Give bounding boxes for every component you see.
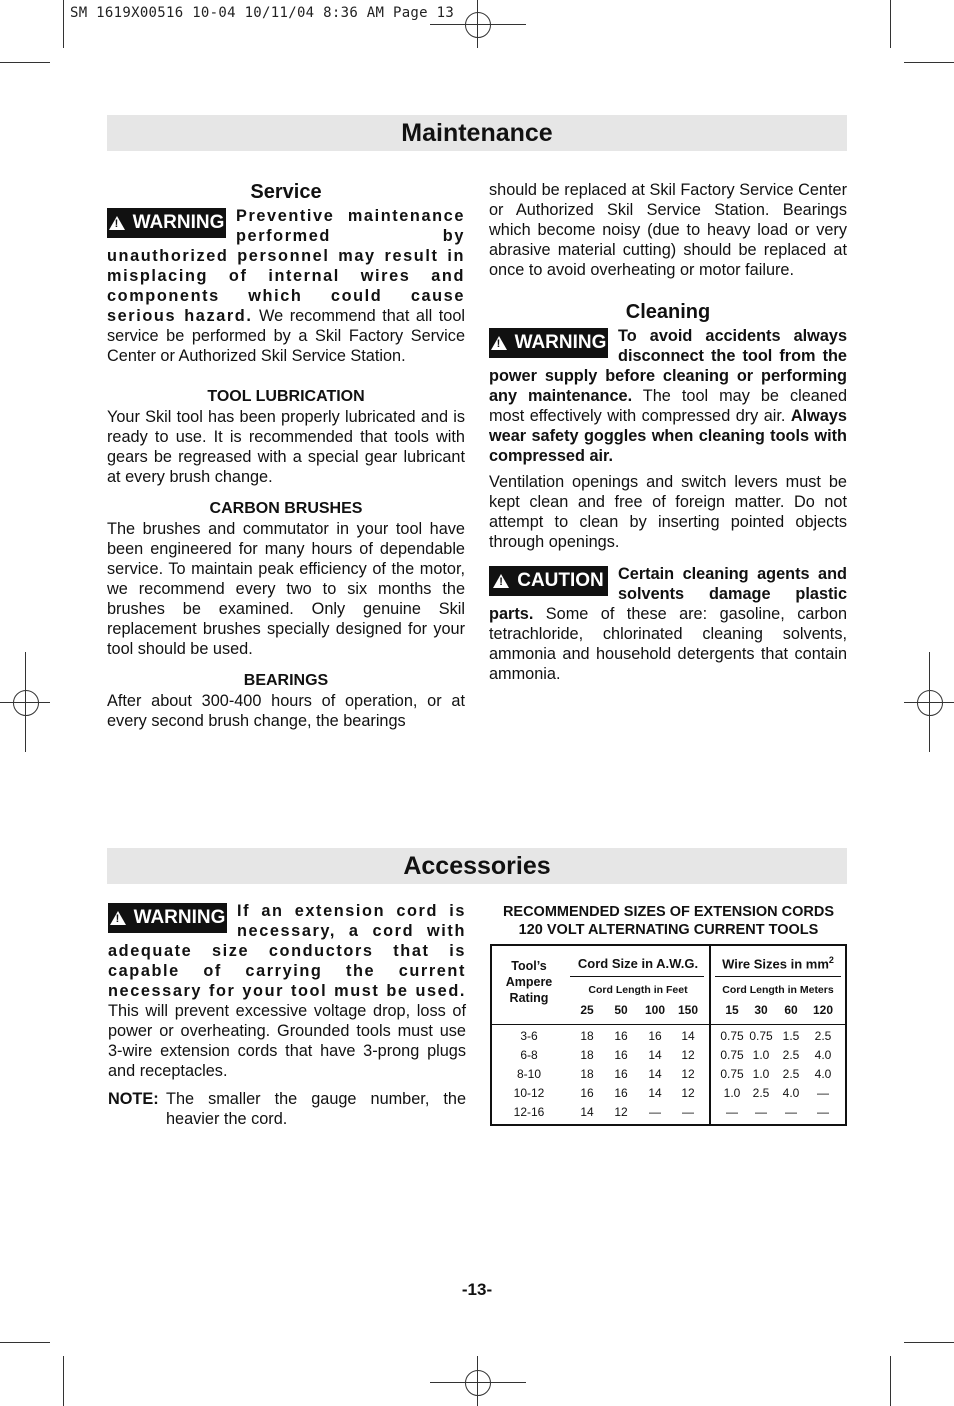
mm-header-sup: 2 — [828, 955, 834, 965]
awg-cell: 14 — [648, 1086, 662, 1100]
cleaning-warning-text: To avoid accidents always disconnect the tool from the power supply before cleaning or performing any maintenance. — [489, 327, 847, 405]
caution-paragraph — [489, 564, 847, 684]
mm-cell: 0.75 — [720, 1029, 744, 1043]
accessories-title: Accessories — [403, 852, 551, 880]
mm-cell: — — [817, 1105, 829, 1119]
mm-header — [711, 955, 845, 971]
page-number: -13- — [461, 1280, 493, 1299]
mm-cell: 2.5 — [782, 1048, 800, 1062]
feet-header-cell: 50 — [614, 1003, 628, 1017]
caution-badge — [489, 566, 608, 596]
mm-cell: — — [755, 1105, 767, 1119]
awg-header: Cord Size in A.W.G. — [577, 956, 699, 971]
accessories-warning-badge — [108, 903, 227, 933]
maintenance-right-column — [489, 180, 847, 684]
awg-cell: 18 — [580, 1029, 594, 1043]
awg-cell: 16 — [614, 1067, 628, 1081]
note-label: NOTE: — [108, 1090, 159, 1108]
warning-triangle-icon: ! — [110, 911, 126, 925]
awg-cell: 14 — [580, 1105, 594, 1119]
mm-cell: 1.0 — [723, 1086, 741, 1100]
brushes-text: The brushes and commutator in your tool have been engineered for many hours of dependable service. To maintain peak efficiency of the motor, we recommend every two to six months the brushes be examined. Only genuine Skil replacement brushes specially designed for your tool should be used. — [107, 520, 465, 658]
ampere-rating-cell: 8-10 — [516, 1067, 542, 1081]
bearings-text-continued: should be replaced at Skil Factory Service Center or Authorized Skil Service Station. Bearings which become noisy (due to heavy load or very abrasive material cutting) should be replaced at once to avoid overheating or motor failure. — [489, 181, 847, 279]
awg-cell: 16 — [580, 1086, 594, 1100]
maintenance-title: Maintenance — [401, 119, 553, 147]
meters-header-cell: 15 — [725, 1003, 739, 1017]
mm-cell: 0.75 — [749, 1029, 773, 1043]
ampere-rating-cell: 6-8 — [520, 1048, 538, 1062]
table-title-line1: RECOMMENDED SIZES OF EXTENSION CORDS — [502, 904, 835, 920]
cleaning-warning-badge — [489, 328, 608, 358]
service-paragraph — [107, 206, 465, 366]
mm-cell: 0.75 — [720, 1048, 744, 1062]
ampere-rating-cell: 3-6 — [520, 1029, 538, 1043]
warning-triangle-icon: ! — [493, 574, 509, 588]
bearings-heading: BEARINGS — [243, 672, 329, 689]
mm-cell: — — [817, 1086, 829, 1100]
mm-cell: 2.5 — [782, 1067, 800, 1081]
ampere-rating-cell: 10-12 — [513, 1086, 545, 1100]
awg-cell: 14 — [648, 1067, 662, 1081]
mm-cell: 4.0 — [782, 1086, 800, 1100]
awg-cell: 18 — [580, 1048, 594, 1062]
extension-cord-table — [490, 944, 847, 1126]
feet-header-cell: 100 — [644, 1003, 666, 1017]
awg-cell: — — [682, 1105, 694, 1119]
awg-cell: 12 — [681, 1048, 695, 1062]
meters-header-cell: 30 — [754, 1003, 768, 1017]
awg-cell: 14 — [681, 1029, 695, 1043]
printer-slug: SM 1619X00516 10-04 10/11/04 8:36 AM Page 13 — [70, 5, 455, 21]
lubrication-text: Your Skil tool has been properly lubricated and is ready to use. It is recommended that tools with gears be regreased with a special gear lubricant at every brush change. — [107, 408, 465, 486]
awg-cell: 16 — [648, 1029, 662, 1043]
awg-cell: 16 — [614, 1086, 628, 1100]
lubrication-heading: TOOL LUBRICATION — [207, 388, 365, 405]
accessories-banner — [107, 848, 847, 884]
caution-warning-text: Certain cleaning agents and solvents damage plastic parts. — [489, 565, 847, 623]
maintenance-left-column — [107, 180, 465, 731]
accessories-left-column — [108, 901, 466, 1129]
service-warning-badge — [107, 208, 226, 238]
caution-label: CAUTION — [517, 570, 604, 591]
mm-cell: 4.0 — [814, 1048, 832, 1062]
mm-cell: — — [785, 1105, 797, 1119]
meters-subheader: Cord Length in Meters — [722, 984, 834, 996]
cleaning-paragraph — [489, 326, 847, 466]
awg-cell: 12 — [681, 1067, 695, 1081]
extension-cord-paragraph — [108, 901, 466, 1081]
service-text: We recommend that all tool service be performed by a Skil Factory Service Center or Authorized Skil Service Station. — [107, 307, 465, 365]
caution-text: Some of these are: gasoline, carbon tetrachloride, chlorinated cleaning solvents, ammonia and household detergents that contain ammonia. — [489, 605, 847, 683]
feet-header-cell: 150 — [677, 1003, 699, 1017]
awg-cell: 14 — [648, 1048, 662, 1062]
brushes-heading: CARBON BRUSHES — [209, 500, 363, 517]
ampere-rating-header: Tool’s Ampere Rating — [505, 959, 553, 1005]
ventilation-text: Ventilation openings and switch levers must be kept clean and free of foreign matter. Do not attempt to clean by inserting pointed objects through openings. — [489, 473, 847, 551]
feet-subheader: Cord Length in Feet — [588, 984, 688, 996]
mm-header-text: Wire Sizes in mm — [722, 956, 829, 972]
table-title-line2: 120 VOLT ALTERNATING CURRENT TOOLS — [518, 922, 819, 938]
maintenance-banner — [107, 115, 847, 151]
mm-cell: 1.0 — [752, 1048, 770, 1062]
mm-cell: 4.0 — [814, 1067, 832, 1081]
warning-label: WARNING — [514, 332, 607, 353]
feet-header-cell: 25 — [580, 1003, 594, 1017]
awg-cell: — — [649, 1105, 661, 1119]
service-heading: Service — [250, 181, 322, 203]
ampere-rating-cell: 12-16 — [513, 1105, 545, 1119]
extension-cord-warning-text: If an extension cord is necessary, a cord with adequate size conductors that is capable of carrying the current necessary for your tool must be used. — [108, 902, 466, 1000]
meters-header-cell: 120 — [812, 1003, 834, 1017]
note — [108, 1089, 466, 1129]
meters-header-cell: 60 — [784, 1003, 798, 1017]
cleaning-text: The tool may be cleaned most effectively with compressed dry air. — [489, 387, 847, 425]
mm-cell: — — [726, 1105, 738, 1119]
cleaning-heading: Cleaning — [625, 301, 711, 323]
warning-triangle-icon: ! — [109, 216, 125, 230]
mm-cell: 1.5 — [782, 1029, 800, 1043]
mm-cell: 1.0 — [752, 1067, 770, 1081]
extension-cord-text: This will prevent excessive voltage drop, loss of power or overheating. Grounded tools must use 3-wire extension cords that have 3-prong plugs and receptacles. — [108, 1002, 466, 1080]
note-text: The smaller the gauge number, the heavier the cord. — [166, 1090, 466, 1128]
warning-label: WARNING — [133, 907, 226, 928]
awg-cell: 16 — [614, 1048, 628, 1062]
awg-cell: 12 — [681, 1086, 695, 1100]
warning-triangle-icon: ! — [491, 336, 507, 350]
awg-cell: 12 — [614, 1105, 628, 1119]
awg-cell: 16 — [614, 1029, 628, 1043]
bearings-text: After about 300-400 hours of operation, or at every second brush change, the bearings — [107, 692, 465, 730]
service-warning-text: Preventive maintenance performed by unauthorized personnel may result in misplacing of internal wires and components which could cause serious hazard. — [107, 207, 465, 325]
awg-cell: 18 — [580, 1067, 594, 1081]
cleaning-goggles-text: Always wear safety goggles when cleaning tools with compressed air. — [489, 407, 847, 465]
table-title — [490, 903, 847, 939]
mm-cell: 0.75 — [720, 1067, 744, 1081]
mm-cell: 2.5 — [752, 1086, 770, 1100]
mm-cell: 2.5 — [814, 1029, 832, 1043]
warning-label: WARNING — [132, 212, 225, 233]
